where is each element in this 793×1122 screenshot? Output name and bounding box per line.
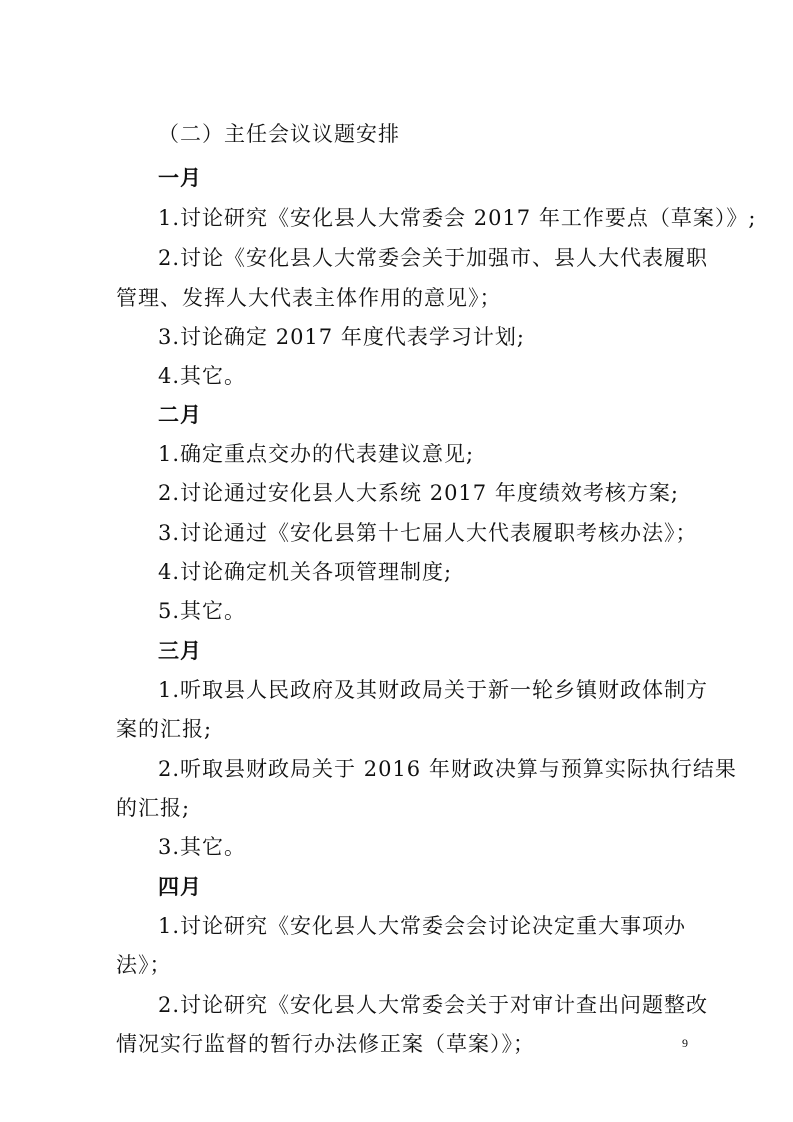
paragraph-line: 5.其它。 bbox=[158, 599, 247, 623]
section-title: （二）主任会议议题安排 bbox=[158, 122, 400, 146]
paragraph-line: 4.讨论确定机关各项管理制度; bbox=[158, 560, 453, 584]
paragraph-line: 1.听取县人民政府及其财政局关于新一轮乡镇财政体制方 bbox=[158, 678, 709, 702]
paragraph-line: 3.讨论通过《安化县第十七届人大代表履职考核办法》； bbox=[158, 521, 698, 545]
paragraph-line: 1.确定重点交办的代表建议意见; bbox=[158, 442, 475, 466]
month-heading-january: 一月 bbox=[158, 165, 202, 190]
paragraph-line: 4.其它。 bbox=[158, 364, 247, 388]
paragraph-line: 2.讨论《安化县人大常委会关于加强市、县人大代表履职 bbox=[158, 246, 709, 270]
paragraph-line: 情况实行监督的暂行办法修正案（草案）》； bbox=[116, 1032, 535, 1056]
month-heading-february: 二月 bbox=[158, 402, 202, 427]
paragraph-line: 1.讨论研究《安化县人大常委会 2017 年工作要点（草案）》; bbox=[158, 206, 757, 230]
paragraph-line: 2.讨论通过安化县人大系统 2017 年度绩效考核方案; bbox=[158, 481, 679, 505]
page-number: 9 bbox=[682, 1036, 688, 1050]
paragraph-line: 2.讨论研究《安化县人大常委会关于对审计查出问题整改 bbox=[158, 993, 709, 1017]
paragraph-line: 3.其它。 bbox=[158, 835, 247, 859]
paragraph-line: 法》； bbox=[116, 953, 172, 977]
paragraph-line: 1.讨论研究《安化县人大常委会会讨论决定重大事项办 bbox=[158, 914, 687, 938]
paragraph-line: 2.听取县财政局关于 2016 年财政决算与预算实际执行结果 bbox=[158, 757, 737, 781]
month-heading-march: 三月 bbox=[158, 638, 202, 663]
paragraph-line: 3.讨论确定 2017 年度代表学习计划; bbox=[158, 325, 525, 349]
paragraph-line: 的汇报; bbox=[116, 796, 191, 820]
month-heading-april: 四月 bbox=[158, 874, 202, 899]
paragraph-line: 管理、发挥人大代表主体作用的意见》； bbox=[116, 286, 502, 310]
paragraph-line: 案的汇报; bbox=[116, 717, 213, 741]
